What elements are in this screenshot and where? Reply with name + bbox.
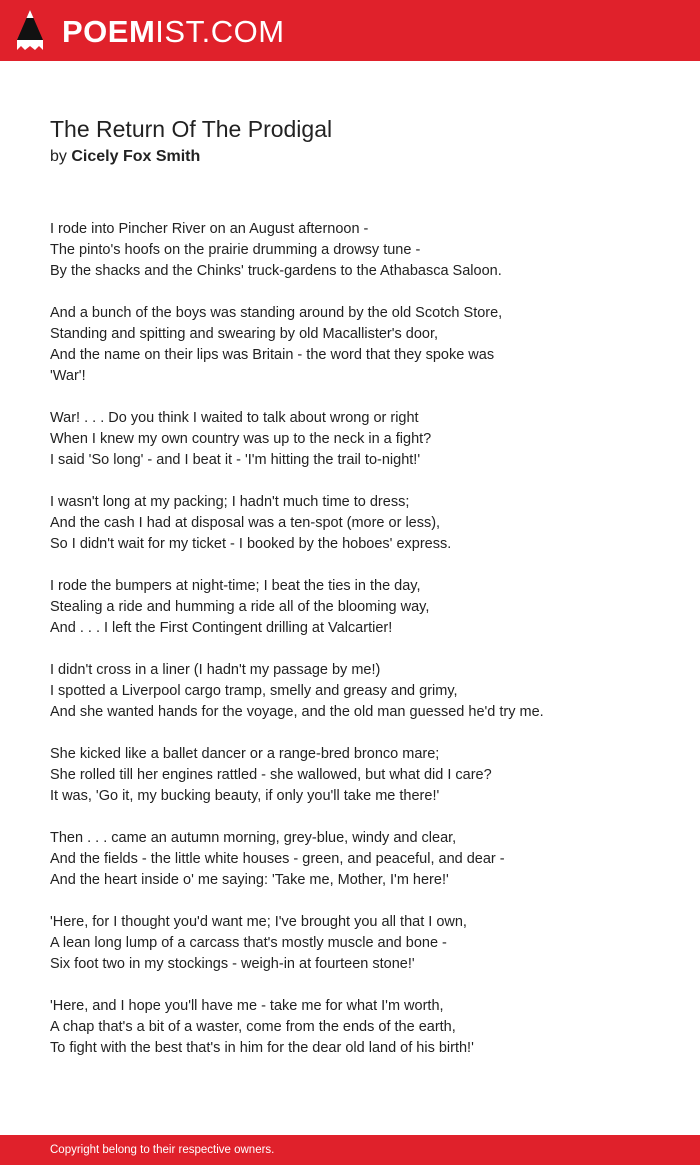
site-header: [0, 0, 700, 61]
poem-line: 'War'!: [50, 368, 86, 384]
copyright-notice: Copyright belong to their respective owners.: [50, 1144, 275, 1156]
poem-line: And the name on their lips was Britain - the word that they spoke was: [50, 347, 495, 363]
poem-line: And a bunch of the boys was standing around by the old Scotch Store,: [50, 305, 503, 321]
poem-line: By the shacks and the Chinks' truck-gardens to the Athabasca Saloon.: [50, 263, 502, 279]
poem-line: And she wanted hands for the voyage, and the old man guessed he'd try me.: [50, 704, 544, 720]
poem-line: A lean long lump of a carcass that's mostly muscle and bone -: [50, 935, 447, 951]
logo-bold-text: POEM: [62, 14, 156, 49]
poem-line: She kicked like a ballet dancer or a range-bred bronco mare;: [50, 746, 440, 762]
poem-line: Six foot two in my stockings - weigh-in at fourteen stone!': [50, 956, 415, 972]
poem-stanza: [50, 492, 670, 555]
poem-line: To fight with the best that's in him for the dear old land of his birth!': [50, 1040, 474, 1056]
logo-light-text: IST.COM: [155, 14, 285, 49]
poem-line: Then . . . came an autumn morning, grey-blue, windy and clear,: [50, 830, 457, 846]
poem-line: I rode into Pincher River on an August afternoon -: [50, 221, 369, 237]
poem-line: And the cash I had at disposal was a ten-spot (more or less),: [50, 515, 441, 531]
poem-body: [50, 219, 670, 1080]
poem-stanza: [50, 408, 670, 471]
by-label: by: [50, 148, 67, 165]
poem-line: A chap that's a bit of a waster, come from the ends of the earth,: [50, 1019, 456, 1035]
poem-line: 'Here, for I thought you'd want me; I've brought you all that I own,: [50, 914, 467, 930]
author-name: Cicely Fox Smith: [71, 148, 201, 165]
poem-line: I spotted a Liverpool cargo tramp, smelly and greasy and grimy,: [50, 683, 458, 699]
poem-stanza: [50, 912, 670, 975]
poem-line: And the fields - the little white houses - green, and peaceful, and dear -: [50, 851, 505, 867]
poem-line: She rolled till her engines rattled - she wallowed, but what did I care?: [50, 767, 492, 783]
poem-stanza: [50, 996, 670, 1059]
poem-line: It was, 'Go it, my bucking beauty, if only you'll take me there!': [50, 788, 440, 804]
poem-line: When I knew my own country was up to the neck in a fight?: [50, 431, 432, 447]
poem-line: I wasn't long at my packing; I hadn't much time to dress;: [50, 494, 410, 510]
poem-stanza: [50, 660, 670, 723]
site-logo[interactable]: [62, 12, 285, 52]
poem-stanza: [50, 576, 670, 639]
poem-line: 'Here, and I hope you'll have me - take me for what I'm worth,: [50, 998, 444, 1014]
poem-line: And . . . I left the First Contingent drilling at Valcartier!: [50, 620, 393, 636]
byline: [50, 148, 200, 166]
poem-line: Standing and spitting and swearing by old Macallister's door,: [50, 326, 439, 342]
poem-line: So I didn't wait for my ticket - I booked by the hoboes' express.: [50, 536, 452, 552]
poem-line: Stealing a ride and humming a ride all of the blooming way,: [50, 599, 430, 615]
site-footer: [0, 1135, 700, 1165]
poem-title: The Return Of The Prodigal: [50, 116, 333, 142]
poem-line: And the heart inside o' me saying: 'Take me, Mother, I'm here!': [50, 872, 449, 888]
poem-line: I rode the bumpers at night-time; I beat the ties in the day,: [50, 578, 421, 594]
pencil-tip-icon[interactable]: [17, 10, 43, 52]
poem-stanza: [50, 828, 670, 891]
poem-line: War! . . . Do you think I waited to talk about wrong or right: [50, 410, 419, 426]
poem-line: I didn't cross in a liner (I hadn't my passage by me!): [50, 662, 381, 678]
poem-line: I said 'So long' - and I beat it - 'I'm hitting the trail to-night!': [50, 452, 421, 468]
poem-stanza: [50, 219, 670, 282]
poem-line: The pinto's hoofs on the prairie drumming a drowsy tune -: [50, 242, 421, 258]
poem-stanza: [50, 744, 670, 807]
poem-stanza: [50, 303, 670, 387]
